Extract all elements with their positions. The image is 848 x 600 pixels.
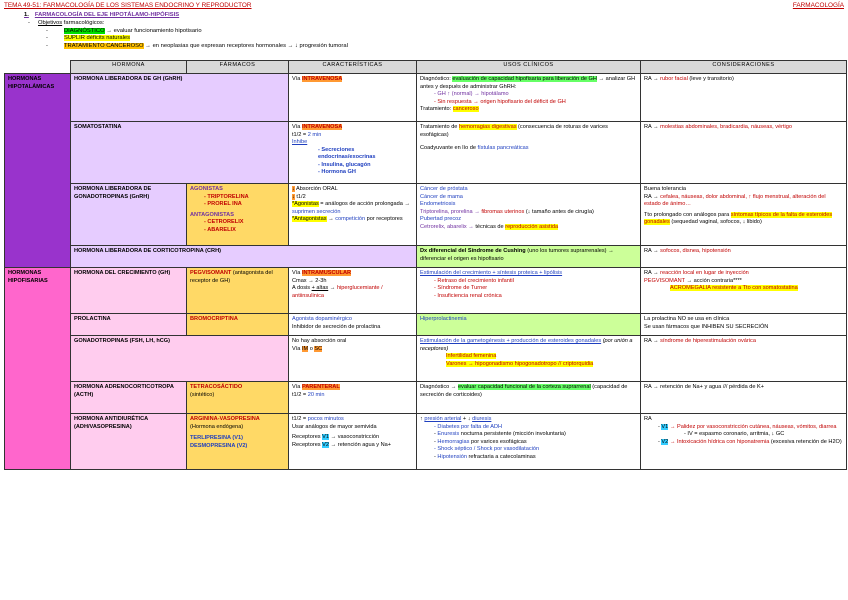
col-hormona: HORMONA bbox=[71, 61, 187, 74]
considerations-cell: Buena tolerancia RA → cefalea, náuseas, dolor abdominal, ↑ flujo menstrual, alteración del estado de ánimo… Tto prolongado con análogos para síntomas típicos de la falta de esteroides gonadales (sequedad vaginal, sofocos, ↓ libido) bbox=[641, 184, 847, 246]
characteristics-cell: t1/2 = pocos minutos Usar análogos de mayor semivida Receptores V1 → vasoconstricción Receptores V2 → retención agua y Na+ bbox=[289, 414, 417, 470]
table-row bbox=[5, 74, 847, 122]
considerations-cell: RA → reacción local en lugar de inyección PEGVISOMANT → acción contraria**** ACROMEGALIA resistente a Tto con somatostatina bbox=[641, 268, 847, 314]
hormone-cell: GONADOTROPINAS (FSH, LH, hCG) bbox=[71, 336, 289, 382]
considerations-cell: RA → retención de Na+ y agua /// pérdida de K+ bbox=[641, 382, 847, 414]
characteristics-cell: Vía PARENTERAL t1/2 = 20 min bbox=[289, 382, 417, 414]
uses-cell: Dx diferencial del Síndrome de Cushing (uno los tumores suprarrenales) → diferenciar el origen es hipofisario bbox=[417, 246, 641, 268]
considerations-cell: RA - V1 → Palidez por vasoconstricción cutánea, náuseas, vómitos, diarrea - IV = espasmo coronario, arritmia, ↓ GC - V2 → Intoxicación hídrica con hiponatremia (excesiva retención de H2O) bbox=[641, 414, 847, 470]
table-row bbox=[5, 336, 847, 382]
objectives-line: - Objetivos farmacológicos: bbox=[38, 20, 348, 28]
hormone-cell: HORMONA LIBERADORA DE GH (GhRH) bbox=[71, 74, 289, 122]
considerations-cell: RA → rubor facial (leve y transitorio) bbox=[641, 74, 847, 122]
considerations-cell: RA → molestias abdominales, bradicardia, náuseas, vértigo bbox=[641, 122, 847, 184]
table-row bbox=[5, 184, 847, 246]
uses-cell: Estimulación de la gametogénesis + producción de esteroides gonadales (por unión a receptores) Infertilidad femenina Varones → hipogonadismo hipogonadotropo // criptorquidia bbox=[417, 336, 641, 382]
considerations-cell: La prolactina NO se usa en clínica Se usan fármacos que INHIBEN SU SECRECIÓN bbox=[641, 314, 847, 336]
hormone-cell: HORMONA DEL CRECIMIENTO (GH) bbox=[71, 268, 187, 314]
intro-block bbox=[24, 12, 348, 51]
table-row bbox=[5, 122, 847, 184]
col-usos: USOS CLÍNICOS bbox=[417, 61, 641, 74]
characteristics-cell: Vía INTRAMUSCULAR Cmax → 2-3h A dosis + altas → hiperglucemiante / antiinsulinica bbox=[289, 268, 417, 314]
considerations-cell: RA → síndrome de hiperestimulación ovárica bbox=[641, 336, 847, 382]
characteristics-cell: ↓ Absorción ORAL ↓ t1/2 *Agonistas = análogos de acción prolongada → suprimen secreción *Antagonistas → competición por receptores bbox=[289, 184, 417, 246]
objective-item: - SUPLIR déficits naturales bbox=[64, 35, 348, 43]
uses-cell: Diagnóstico: evaluación de capacidad hipofisaria para liberación de GH → analizar GH antes y después de administrar GhRH: - GH ↑ (normal) → hipotálamo - Sin respuesta → origen hipofisario del déficit de GH Tratamiento: canceroso bbox=[417, 74, 641, 122]
drugs-cell: AGONISTAS - TRIPTORELINA - PROREL INA ANTAGONISTAS - CETRORELIX - ABARELIX bbox=[187, 184, 289, 246]
hormone-cell: PROLACTINA bbox=[71, 314, 187, 336]
table-row bbox=[5, 382, 847, 414]
considerations-cell: RA → sofocos, disnea, hipotensión bbox=[641, 246, 847, 268]
uses-cell: Cáncer de próstata Cáncer de mama Endometriosis Triptorelina, prorelina → fibromas uterinos (↓ tamaño antes de cirugía) Pubertad precoz Cetrorelix, abarelix → técnicas de reproducción asistida bbox=[417, 184, 641, 246]
section-title: 1. FARMACOLOGÍA DEL EJE HIPOTÁLAMO-HIPÓFISIS bbox=[24, 12, 180, 18]
table-row bbox=[5, 268, 847, 314]
objective-item: - DIAGNÓSTICO → evaluar funcionamiento hipotisario bbox=[64, 28, 348, 36]
hormone-cell: HORMONA LIBERADORA DE CORTICOTROPINA (CRH) bbox=[71, 246, 417, 268]
table-row bbox=[5, 414, 847, 470]
table-row bbox=[5, 314, 847, 336]
hormone-cell: HORMONA LIBERADORA DE GONADOTROPINAS (GnRH) bbox=[71, 184, 187, 246]
drugs-cell: BROMOCRIPTINA bbox=[187, 314, 289, 336]
table-header-row bbox=[5, 61, 847, 74]
characteristics-cell: Vía INTRAVENOSA bbox=[289, 74, 417, 122]
drugs-cell: PEGVISOMANT (antagonista del receptor de GH) bbox=[187, 268, 289, 314]
uses-cell: ↑ presión arterial + ↓ diuresis - Diabetes por falta de ADH - Enuresis nocturna persistente (micción involuntaria) - Hemorragias por varices esofágicas - Shock séptico / Shock por vasodilatación - Hipotensión refractaria a catecolaminas bbox=[417, 414, 641, 470]
hormone-cell: HORMONA ANTIDIURÉTICA (ADH/VASOPRESINA) bbox=[71, 414, 187, 470]
pharmacology-table bbox=[4, 60, 847, 470]
category-hipofisarias: HORMONAS HIPOFISARIAS bbox=[5, 268, 71, 470]
col-farmacos: FÁRMACOS bbox=[187, 61, 289, 74]
col-consideraciones: CONSIDERACIONES bbox=[641, 61, 847, 74]
characteristics-cell: Agonista dopaminérgico Inhibidor de secreción de prolactina bbox=[289, 314, 417, 336]
category-hipotalamicas: HORMONAS HIPOTALÁMICAS bbox=[5, 74, 71, 268]
col-caracteristicas: CARACTERÍSTICAS bbox=[289, 61, 417, 74]
uses-cell: Estimulación del crecimiento + síntesis proteica + lipólisis - Retraso del crecimiento infantil - Síndrome de Turner - Insuficiencia renal crónica bbox=[417, 268, 641, 314]
hormone-cell: HORMONA ADRENOCORTICOTROPA (ACTH) bbox=[71, 382, 187, 414]
characteristics-cell: No hay absorción oral Vía IM o SC bbox=[289, 336, 417, 382]
header-left: TEMA 49-51: FARMACOLOGÍA DE LOS SISTEMAS ENDOCRINO Y REPRODUCTOR bbox=[4, 2, 252, 9]
header-right: FARMACOLOGÍA bbox=[792, 2, 844, 9]
drugs-cell: ARGININA-VASOPRESINA (Hormona endógena) TERLIPRESINA (V1) DESMOPRESINA (V2) bbox=[187, 414, 289, 470]
uses-cell: Hiperprolactinemia bbox=[417, 314, 641, 336]
objective-item: - TRATAMIENTO CANCEROSO → en neoplasias que expresan receptores hormonales → ↓ progresión tumoral bbox=[64, 43, 348, 51]
characteristics-cell: Vía INTRAVENOSA t1/2 = 2 min Inhibe - Secreciones endocrinas/exocrinas - Insulina, glucagón - Hormona GH bbox=[289, 122, 417, 184]
uses-cell: Tratamiento de hemorragias digestivas (consecuencia de roturas de varices esofágicas) Coadyuvante en lío de fístulas pancreáticas bbox=[417, 122, 641, 184]
table-row bbox=[5, 246, 847, 268]
drugs-cell: TETRACOSÁCTIDO (sintético) bbox=[187, 382, 289, 414]
hormone-cell: SOMATOSTATINA bbox=[71, 122, 289, 184]
uses-cell: Diagnóstico → evaluar capacidad funcional de la corteza suprarrenal (capacidad de secreción de corticoides) bbox=[417, 382, 641, 414]
